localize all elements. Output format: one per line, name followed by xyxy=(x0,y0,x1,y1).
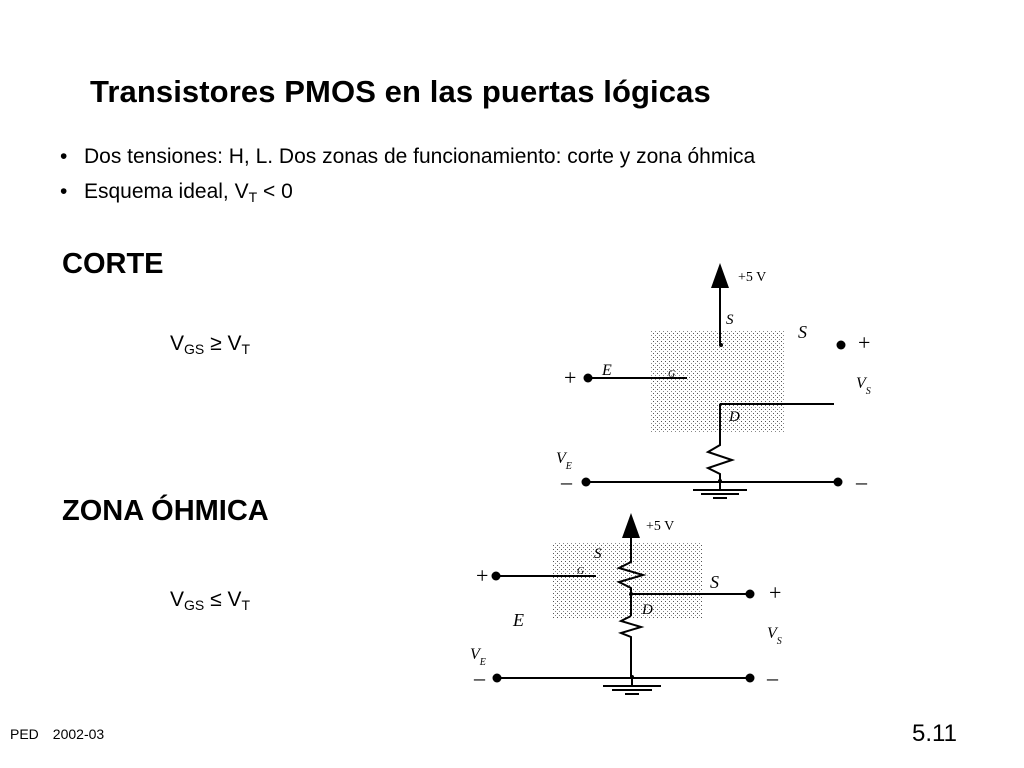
input-minus: – xyxy=(561,469,572,494)
supply-label: +5 V xyxy=(646,519,675,534)
input-node-label: E xyxy=(513,610,524,630)
footer-year: 2002-03 xyxy=(52,726,105,742)
transistor-block xyxy=(651,331,785,432)
ve-label: $V_E$ xyxy=(556,450,572,472)
bullet-text: Esquema ideal, V xyxy=(84,180,249,203)
page-number: 5.11 xyxy=(912,720,957,747)
output-plus: + xyxy=(769,580,782,605)
bullet-dot: • xyxy=(60,180,68,203)
source-label: S xyxy=(726,312,734,328)
output-minus: – xyxy=(767,665,778,690)
bullet-text: < 0 xyxy=(257,180,293,203)
input-plus: + xyxy=(564,365,577,390)
supply-label: +5 V xyxy=(738,270,767,285)
input-plus: + xyxy=(476,563,489,588)
cond-text: V xyxy=(170,332,185,355)
bullet-text: Dos tensiones: H, L. Dos zonas de funcionamiento: corte y zona óhmica xyxy=(84,145,756,168)
cond-sub: T xyxy=(241,597,251,613)
footer-course: PED xyxy=(10,726,39,742)
drain-label: D xyxy=(642,602,653,618)
vs-label: $V_S$ xyxy=(767,625,782,647)
ve-label: $V_E$ xyxy=(470,646,486,668)
cond-sub: T xyxy=(241,341,251,357)
input-node-label: E xyxy=(602,362,612,379)
output-node-label: S xyxy=(710,572,719,592)
input-minus: – xyxy=(474,665,485,690)
circuit-ohmica xyxy=(492,513,755,694)
cond-text: ≤ V xyxy=(204,588,242,611)
footer-info xyxy=(10,726,104,742)
gate-label: G xyxy=(577,566,585,577)
output-plus: + xyxy=(858,330,871,355)
cond-text: V xyxy=(170,588,185,611)
subscript: T xyxy=(248,189,258,205)
drain-label: D xyxy=(729,409,740,425)
circuit-corte xyxy=(582,263,846,498)
supply-arrow-icon xyxy=(711,263,729,288)
output-terminal xyxy=(837,341,846,350)
cond-text: ≥ V xyxy=(204,332,242,355)
source-label: S xyxy=(594,546,602,562)
supply-arrow-icon xyxy=(622,513,640,538)
section-heading-corte: CORTE xyxy=(62,248,164,280)
section-heading-ohmica: ZONA ÓHMICA xyxy=(62,495,269,527)
output-terminal xyxy=(746,590,755,599)
slide-title: Transistores PMOS en las puertas lógicas xyxy=(90,74,711,109)
cond-sub: GS xyxy=(184,341,205,357)
vs-label: $V_S$ xyxy=(856,375,871,397)
bullet-dot: • xyxy=(60,145,68,168)
gate-label: G xyxy=(668,369,676,380)
output-minus: – xyxy=(856,469,867,494)
output-node-label: S xyxy=(798,322,807,342)
cond-sub: GS xyxy=(184,597,205,613)
